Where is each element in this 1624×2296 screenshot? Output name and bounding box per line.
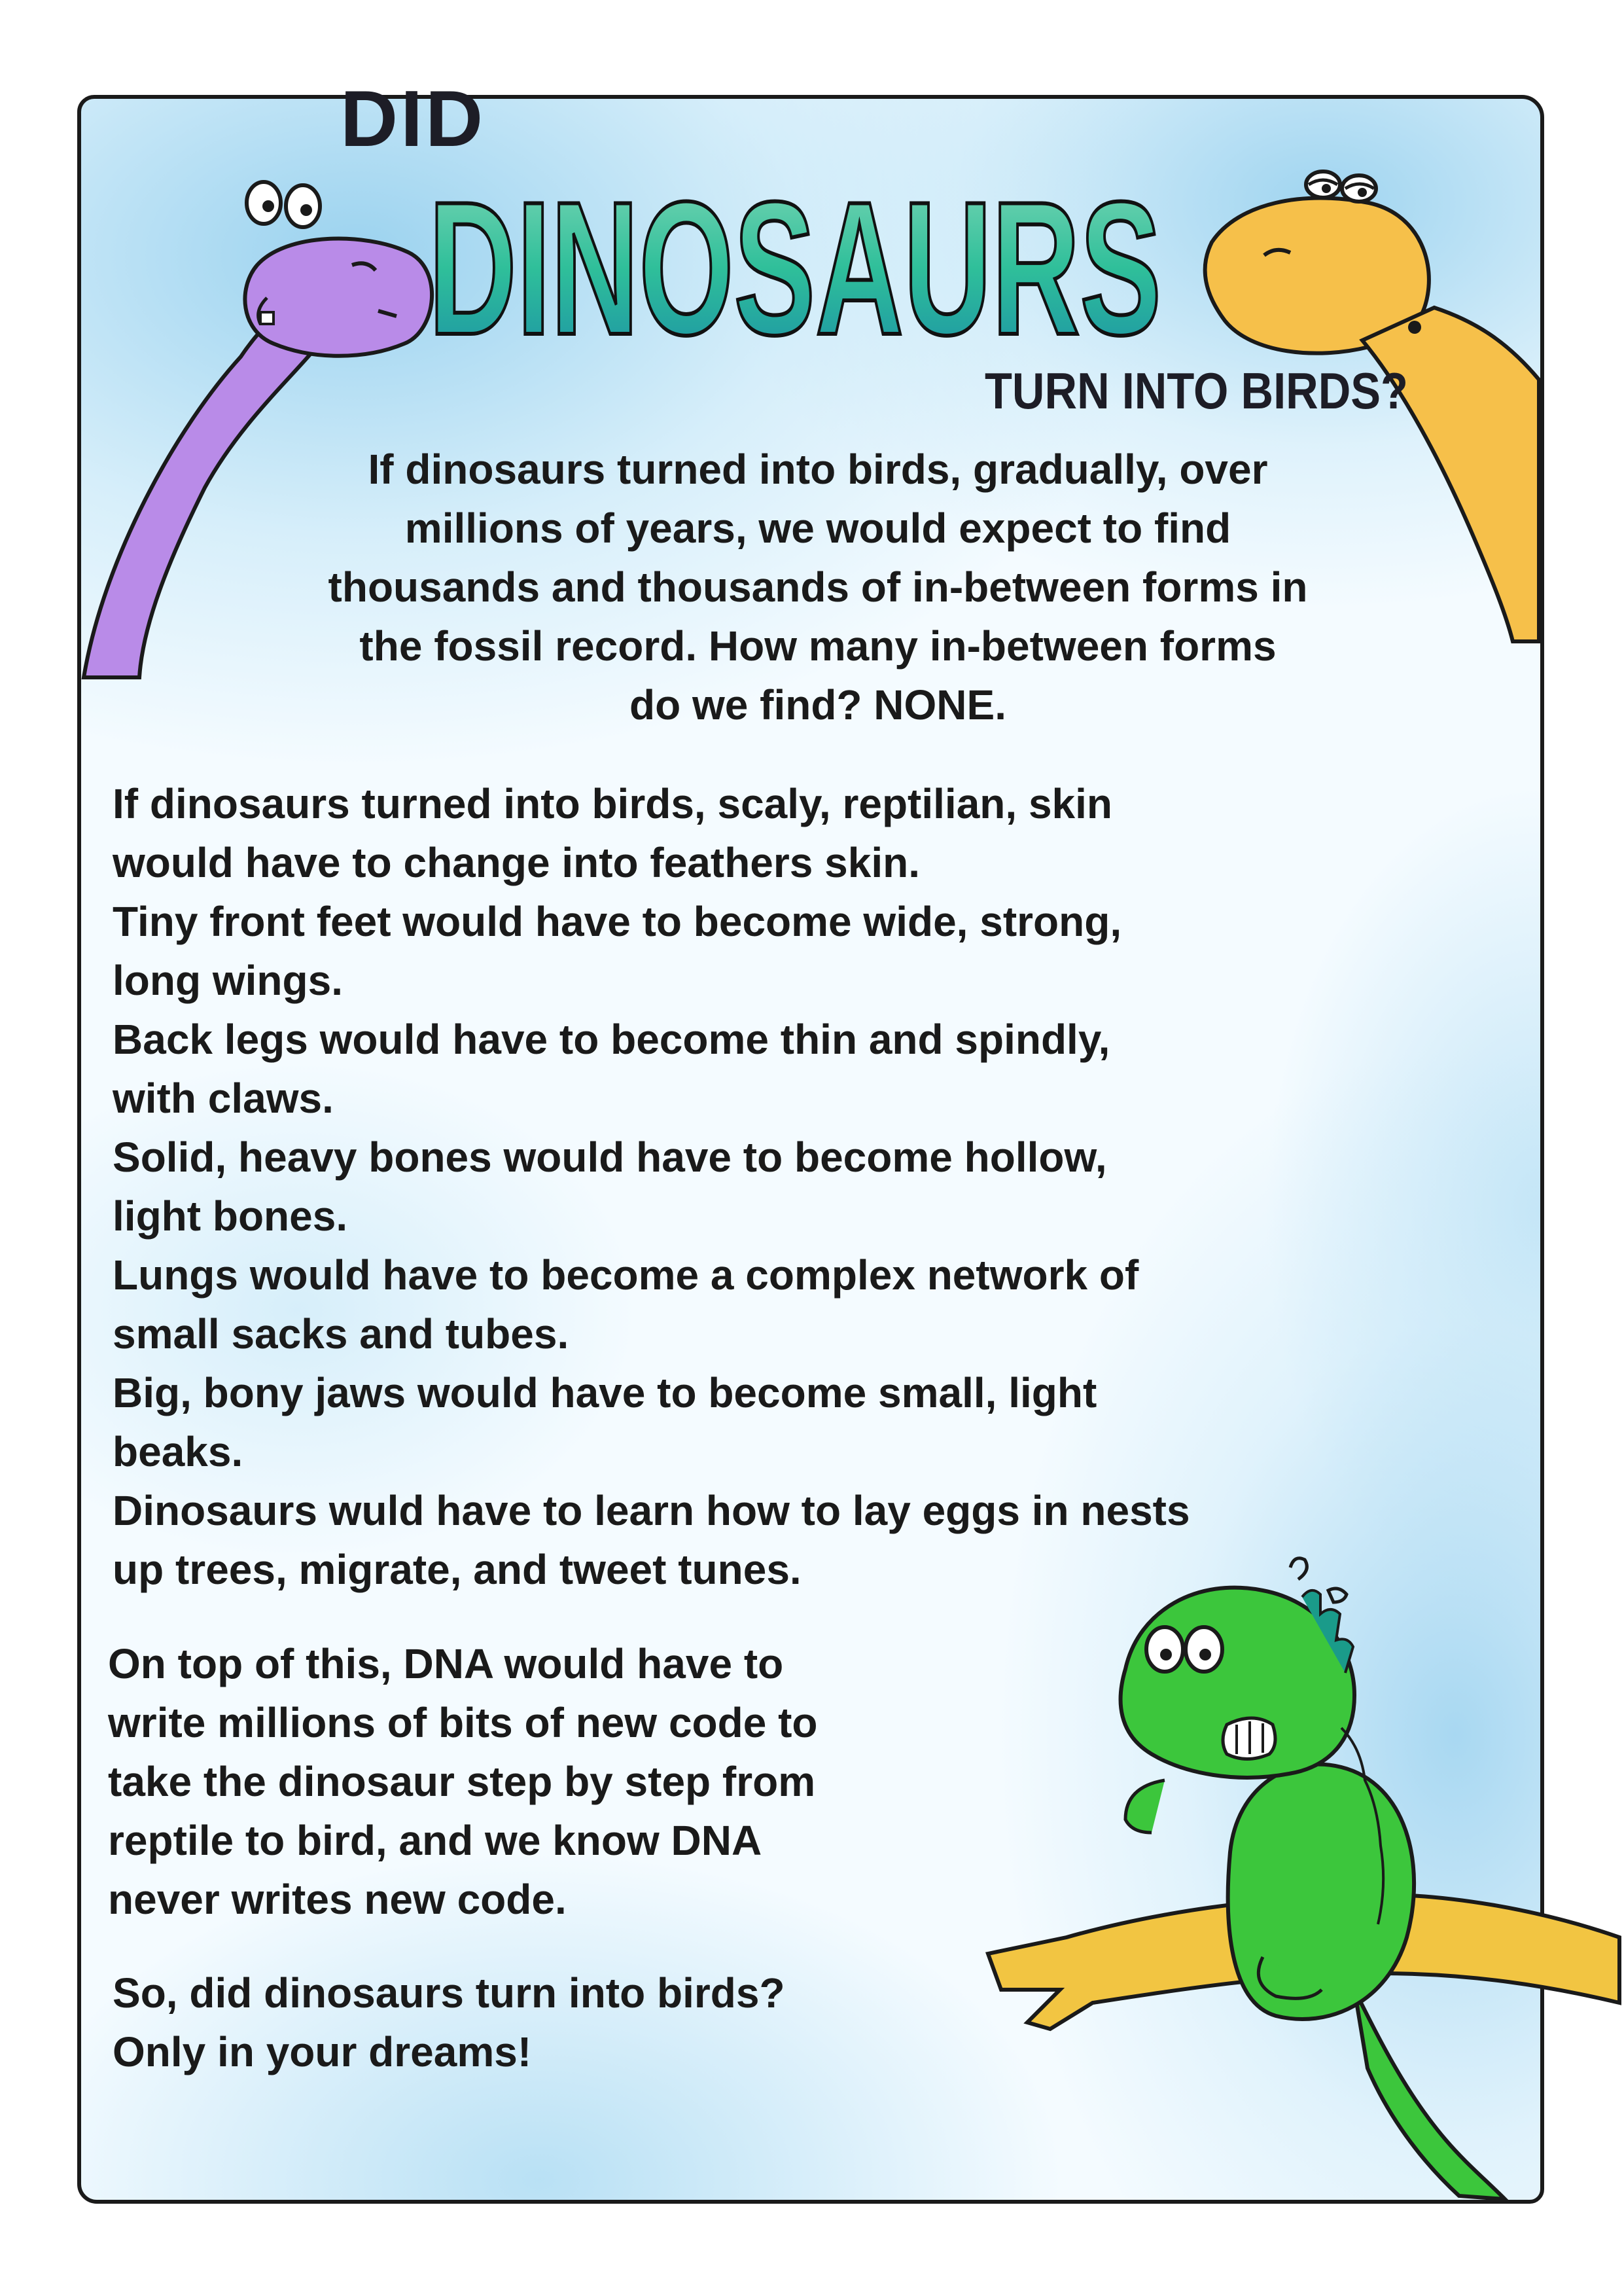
dna-line: reptile to bird, and we know DNA xyxy=(108,1817,762,1864)
dna-line: write millions of bits of new code to xyxy=(108,1699,818,1746)
subtitle: TURN INTO BIRDS? xyxy=(985,362,1408,420)
green-dinosaur-on-branch-illustration xyxy=(988,1571,1623,2219)
change-line: small sacks and tubes. xyxy=(113,1310,569,1357)
changes-list xyxy=(113,774,1526,1599)
change-line: Lungs would have to become a complex network of xyxy=(113,1251,1139,1299)
change-line: beaks. xyxy=(113,1428,243,1475)
intro-line: millions of years, we would expect to find xyxy=(404,505,1231,552)
dinosaurs-title xyxy=(412,137,1178,386)
change-line: would have to change into feathers skin. xyxy=(113,839,920,886)
conclusion-paragraph xyxy=(113,1964,1061,2081)
change-line: If dinosaurs turned into birds, scaly, reptilian, skin xyxy=(113,780,1112,827)
change-line: Big, bony jaws would have to become small, light xyxy=(113,1369,1097,1416)
did-heading: DID xyxy=(340,74,486,163)
intro-paragraph xyxy=(196,440,1439,734)
intro-line: If dinosaurs turned into birds, gradually, over xyxy=(368,446,1268,493)
conclusion-line: So, did dinosaurs turn into birds? xyxy=(113,1969,785,2017)
dna-line: On top of this, DNA would have to xyxy=(108,1640,784,1687)
change-line: up trees, migrate, and tweet tunes. xyxy=(113,1546,802,1593)
dinosaurs-title-text: DINOSAURS xyxy=(429,162,1161,374)
dna-paragraph xyxy=(108,1634,1057,1929)
conclusion-line: Only in your dreams! xyxy=(113,2028,532,2075)
dna-line: never writes new code. xyxy=(108,1876,567,1923)
change-line: long wings. xyxy=(113,957,343,1004)
change-line: with claws. xyxy=(113,1075,334,1122)
change-line: Back legs would have to become thin and spindly, xyxy=(113,1016,1110,1063)
intro-line: the fossil record. How many in-between forms xyxy=(359,622,1277,670)
intro-line: do we find? NONE. xyxy=(629,681,1006,728)
dna-line: take the dinosaur step by step from xyxy=(108,1758,816,1805)
change-line: light bones. xyxy=(113,1193,348,1240)
intro-line: thousands and thousands of in-between forms in xyxy=(328,564,1308,611)
change-line: Tiny front feet would have to become wide, strong, xyxy=(113,898,1122,945)
change-line: Dinosaurs wuld have to learn how to lay eggs in nests xyxy=(113,1487,1190,1534)
change-line: Solid, heavy bones would have to become hollow, xyxy=(113,1134,1107,1181)
